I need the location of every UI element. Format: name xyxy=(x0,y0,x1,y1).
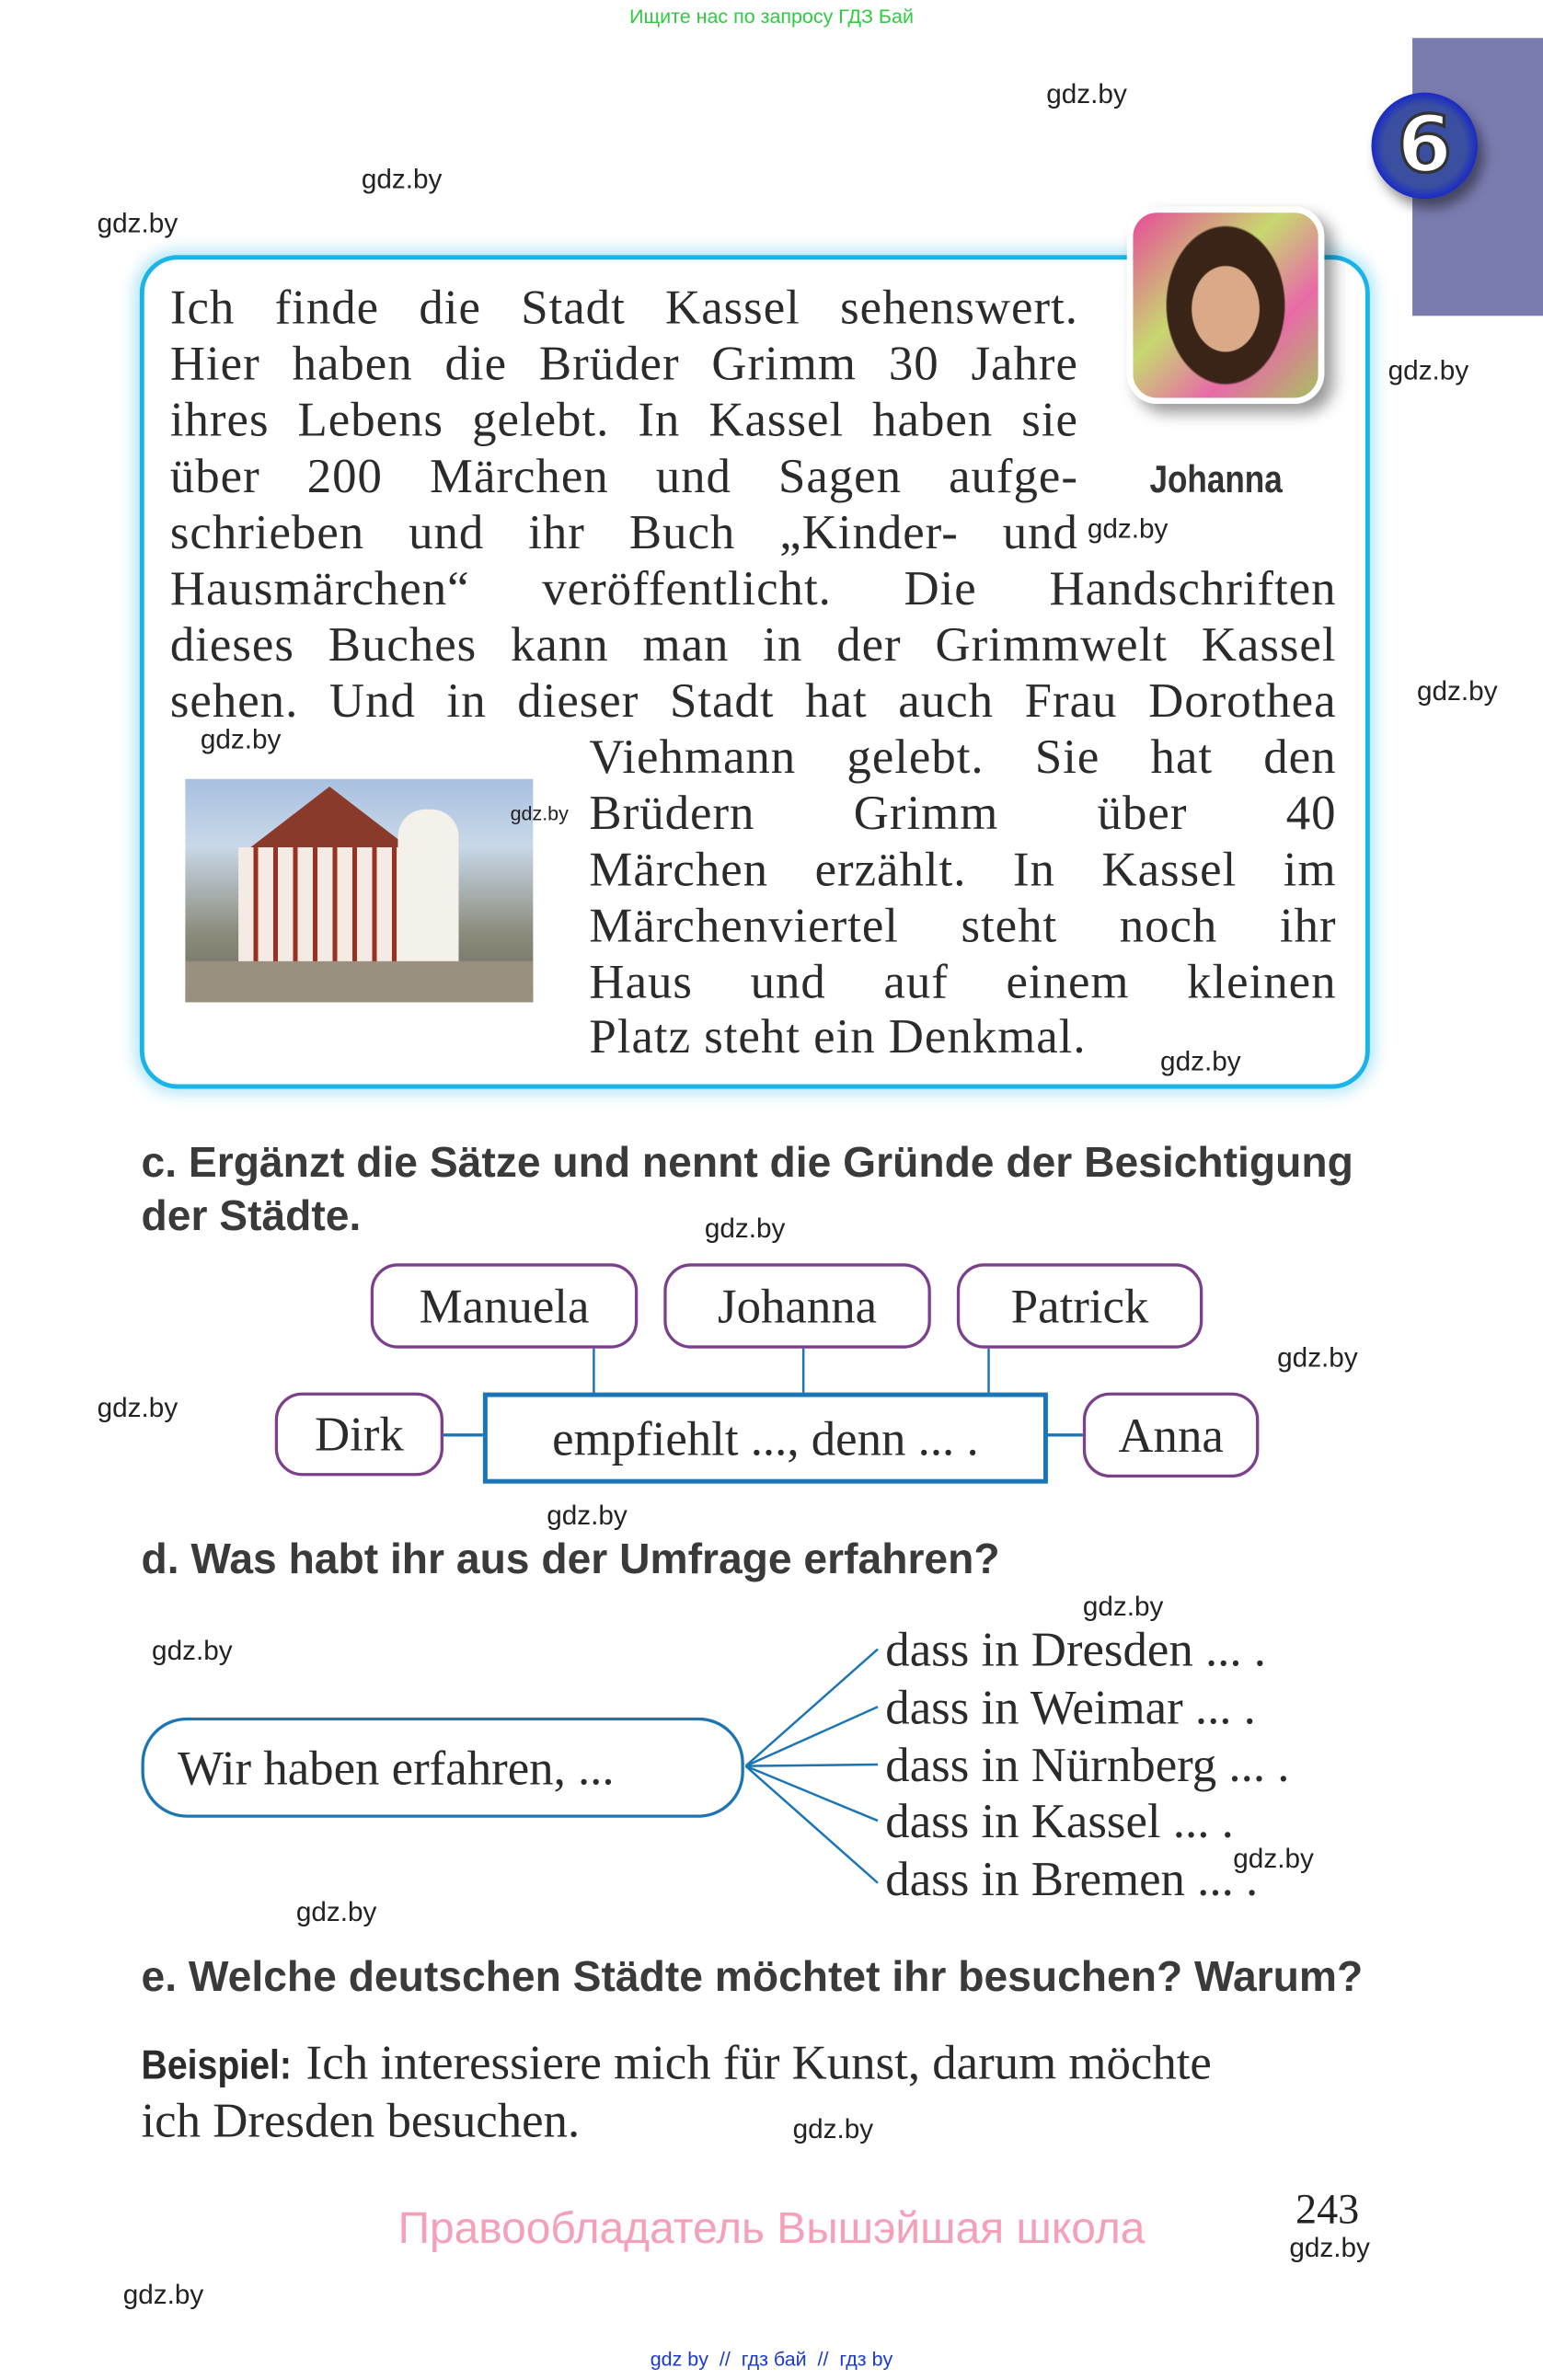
watermark: gdz.by xyxy=(704,1213,786,1244)
task-d-heading: d. Was habt ihr aus der Umfrage erfahren? xyxy=(141,1535,1000,1582)
text-line: dieses Buches kann man in der Grimmwelt Kassel xyxy=(169,616,1337,672)
top-banner: Ищите нас по запросу ГДЗ Бай xyxy=(629,4,914,28)
watermark: gdz.by xyxy=(1289,2232,1370,2263)
text-line: Platz steht ein Denkmal. xyxy=(589,1007,1087,1064)
watermark: gdz.by xyxy=(1046,78,1127,109)
text-line: schrieben und ihr Buch „Kinder- und xyxy=(169,503,1078,559)
option-kassel: dass in Kassel ... . xyxy=(885,1793,1234,1848)
text-line: sehen. Und in dieser Stadt hat auch Frau Dorothea xyxy=(169,673,1337,728)
sentence-box: empfiehlt ..., denn ... . xyxy=(483,1393,1048,1484)
option-dresden: dass in Dresden ... . xyxy=(885,1621,1266,1677)
watermark: gdz.by xyxy=(547,1500,628,1531)
name-box-johanna: Johanna xyxy=(663,1263,931,1348)
watermark: gdz.by xyxy=(361,164,443,195)
watermark: gdz.by xyxy=(97,208,178,239)
copyright-notice: Правообладатель Вышэйшая школа xyxy=(397,2204,1146,2254)
watermark: gdz.by xyxy=(200,724,282,755)
watermark: gdz.by xyxy=(1277,1342,1358,1374)
watermark: gdz.by xyxy=(1160,1046,1241,1077)
text-line: ihres Lebens gelebt. In Kassel haben sie xyxy=(169,391,1078,447)
watermark: gdz.by xyxy=(792,2113,874,2144)
text-line: Märchenviertel steht noch ihr xyxy=(589,897,1337,952)
text-line: Hausmärchen“ veröffentlicht. Die Handschriften xyxy=(169,560,1337,615)
text-line: Brüdern Grimm über 40 xyxy=(589,785,1337,840)
text-line: Haus und auf einem kleinen xyxy=(589,953,1337,1008)
watermark: gdz.by xyxy=(152,1635,233,1666)
watermark: gdz.by xyxy=(1417,675,1498,707)
example-text xyxy=(142,2035,1369,2147)
watermark: gdz.by xyxy=(1388,355,1469,386)
task-c-heading-cont: der Städte. xyxy=(141,1191,362,1239)
speaker-name: Johanna xyxy=(1149,458,1283,501)
example-line-2: ich Dresden besuchen. xyxy=(141,2092,581,2147)
watermark: gdz.by xyxy=(295,1896,377,1927)
text-line: Hier haben die Brüder Grimm 30 Jahre xyxy=(169,335,1078,391)
watermark: gdz.by xyxy=(1082,1591,1164,1622)
page-number: 243 xyxy=(1295,2186,1360,2235)
watermark: gdz.by xyxy=(1233,1843,1314,1874)
wir-haben-box: Wir haben erfahren, ... xyxy=(142,1718,744,1818)
watermark: gdz.by xyxy=(97,1392,178,1423)
name-box-dirk: Dirk xyxy=(275,1393,443,1477)
text-line: über 200 Märchen und Sagen aufge- xyxy=(169,447,1078,503)
text-line: Ich finde die Stadt Kassel sehenswert. xyxy=(169,279,1078,335)
task-e-heading: e. Welche deutschen Städte möchtet ihr besuchen? Warum? xyxy=(141,1952,1364,2000)
footer-links[interactable]: gdz by // гдз бай // гдз by xyxy=(650,2347,893,2371)
watermark: gdz.by xyxy=(510,801,569,825)
name-box-patrick: Patrick xyxy=(957,1263,1203,1348)
task-c-heading: c. Ergänzt die Sätze und nennt die Gründe der Besichtigung xyxy=(141,1138,1353,1187)
example-label: Beispiel: xyxy=(141,2042,292,2088)
name-box-manuela: Manuela xyxy=(371,1263,639,1348)
name-box-anna: Anna xyxy=(1083,1393,1259,1477)
text-line: Viehmann gelebt. Sie hat den xyxy=(589,729,1337,784)
option-weimar: dass in Weimar ... . xyxy=(885,1679,1256,1734)
option-bremen: dass in Bremen ... . xyxy=(885,1851,1259,1906)
example-line-1: Ich interessiere mich für Kunst, darum möchte xyxy=(294,2034,1212,2090)
option-nuernberg: dass in Nürnberg ... . xyxy=(885,1737,1290,1792)
chapter-number: 6 xyxy=(1397,99,1453,191)
text-line: Märchen erzählt. In Kassel im xyxy=(589,841,1337,896)
watermark: gdz.by xyxy=(1087,512,1169,544)
watermark: gdz.by xyxy=(122,2279,204,2310)
